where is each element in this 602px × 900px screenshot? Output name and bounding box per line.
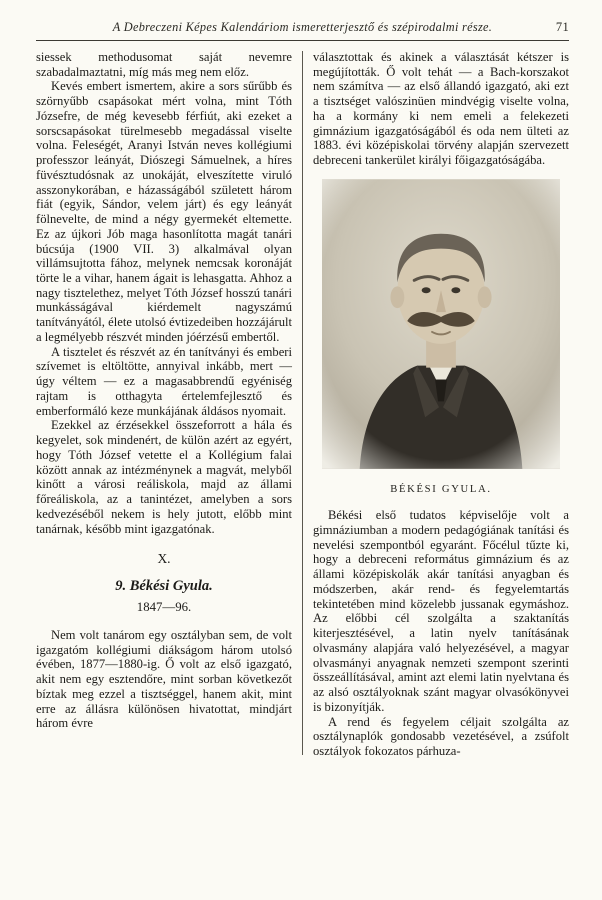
paragraph: A rend és fegyelem céljait szolgálta az osztálynaplók gondosabb vezetésével, a zsúfolt osztályok fokozatos párhuza- (313, 714, 569, 759)
paragraph: Ezekkel az érzésekkel összeforrott a hála és kegyelet, sok mindenért, de külön azért az egyért, hogy Tóth József vetette el a Kollégium falai között annak az intézménynek a magvát, melyből kinőtt a városi reáliskola, majd az állami főreáliskola, az a tanintézet, amelyben a sors kedvezéséből nekem is hely jutott, előbb mint tanárnak, később mint igazgatónak. (36, 418, 292, 536)
paragraph: választottak és akinek a választását kétszer is megújították. Ő volt tehát — a Bach-korszakot nem számítva — az első állandó igazgató, aki ezt a tisztséget valószinüen mindvégig viselte volna, ha a kormány ki nem emeli a felekezeti gimnázium igazgatóságából és oda nem ülteti az 1883. évi középiskolai törvény alapján szervezett debreceni tankerület királyi főigazgatóságába. (313, 50, 569, 168)
portrait-photo (322, 179, 560, 469)
page-header (36, 20, 569, 37)
section-number: X. (157, 551, 171, 567)
column-divider (302, 51, 303, 755)
page-number: 71 (555, 20, 569, 34)
left-column (36, 50, 292, 759)
paragraph: Kevés embert ismertem, akire a sors sűrűbb és szörnyűbb csapásokat mért volna, mint Tóth Józsefre, de még kevesebb férfiút, aki ezeket a sorscsapásokat türelmesebb megadással viselte volna. Feleségét, Aranyi István neves kollégiumi professzor leányát, Diószegi Sámuelnek, a híres füvésztudósnak az unokáját, elveszítette viruló asszonykorában, e házasságából született három fiát (egyik, Sándor, velem járt) és egy leányát fölnevelte, de mind a négy gyermekét eltemette. Ez az újkori Jób maga hasonlította magát tanári búcsúja (1900 VII. 3) alkalmával olyan villámsujtotta fához, melynek nemcsak koronáját törte le a vihar, hanem ágait is lehasgatta. Ahhoz a nagy tisztelethez, melyet Tóth József hosszú tanári munkásságával kiérdemelt nagyszámú tanítványától, élete utolsó évtizedeiben hozzájárult a legmélyebb részvét minden jóérzésű embertől. (36, 79, 292, 344)
paragraph: Nem volt tanárom egy osztályban sem, de volt igazgatóm kollégiumi diákságom három utolsó évében, 1877—1880-ig. Ő volt az első igazgató, akit nem egy esztendőre, mint sorban következőt bíztak meg ezzel a tisztséggel, hanem akit, mint erre az állásra különösen hivatottat, mindjárt három évre (36, 627, 292, 731)
paragraph: A tisztelet és részvét az én tanítványi és emberi szívemet is eltöltötte, annyival inkább, mert — úgy véltem — ez a magasabbrendű egyéniség rajtam is otthagyta értelemfejlesztő és emberformáló keze munkájának áldásos nyomait. (36, 344, 292, 418)
photo-caption: BÉKÉSI GYULA. (390, 483, 492, 495)
portrait-figure (313, 179, 569, 496)
running-title: A Debreczeni Képes Kalendáriom ismeretterjesztő és szépirodalmi része. (112, 20, 493, 34)
header-rule (36, 40, 569, 41)
portrait-illustration (322, 179, 560, 469)
right-column (313, 50, 569, 759)
paragraph: siessek methodusomat saját nevemre szabadalmaztatni, míg más meg nem előz. (36, 50, 292, 79)
chapter-dates: 1847—96. (136, 599, 192, 614)
chapter-heading: 9. Békési Gyula. (115, 578, 213, 595)
paragraph: Békési első tudatos képviselője volt a gimnáziumban a modern pedagógiának tanítási és nevelési szempontból egyaránt. Főcélul tűzte ki, hogy a debreceni református gimnázium és az állami középiskolák akár tanítási anyagban és módszerben, akár rend- és fegyelemtartás tekintetében mind közelebb jussanak egymáshoz. Az előbbi cél szolgálta a szaktanítás kiterjesztésével, a latin nyelv tanításának olvasmány alapjára való helyezésével, a magyar olvasmányi anyagnak nemzeti szempont szerinti összeállításával, amint azt elemi latin nyelvtana és az alsó osztályoknak szánt magyar olvasókönyvei is bizonyítják. (313, 508, 569, 714)
text-columns (36, 50, 569, 759)
